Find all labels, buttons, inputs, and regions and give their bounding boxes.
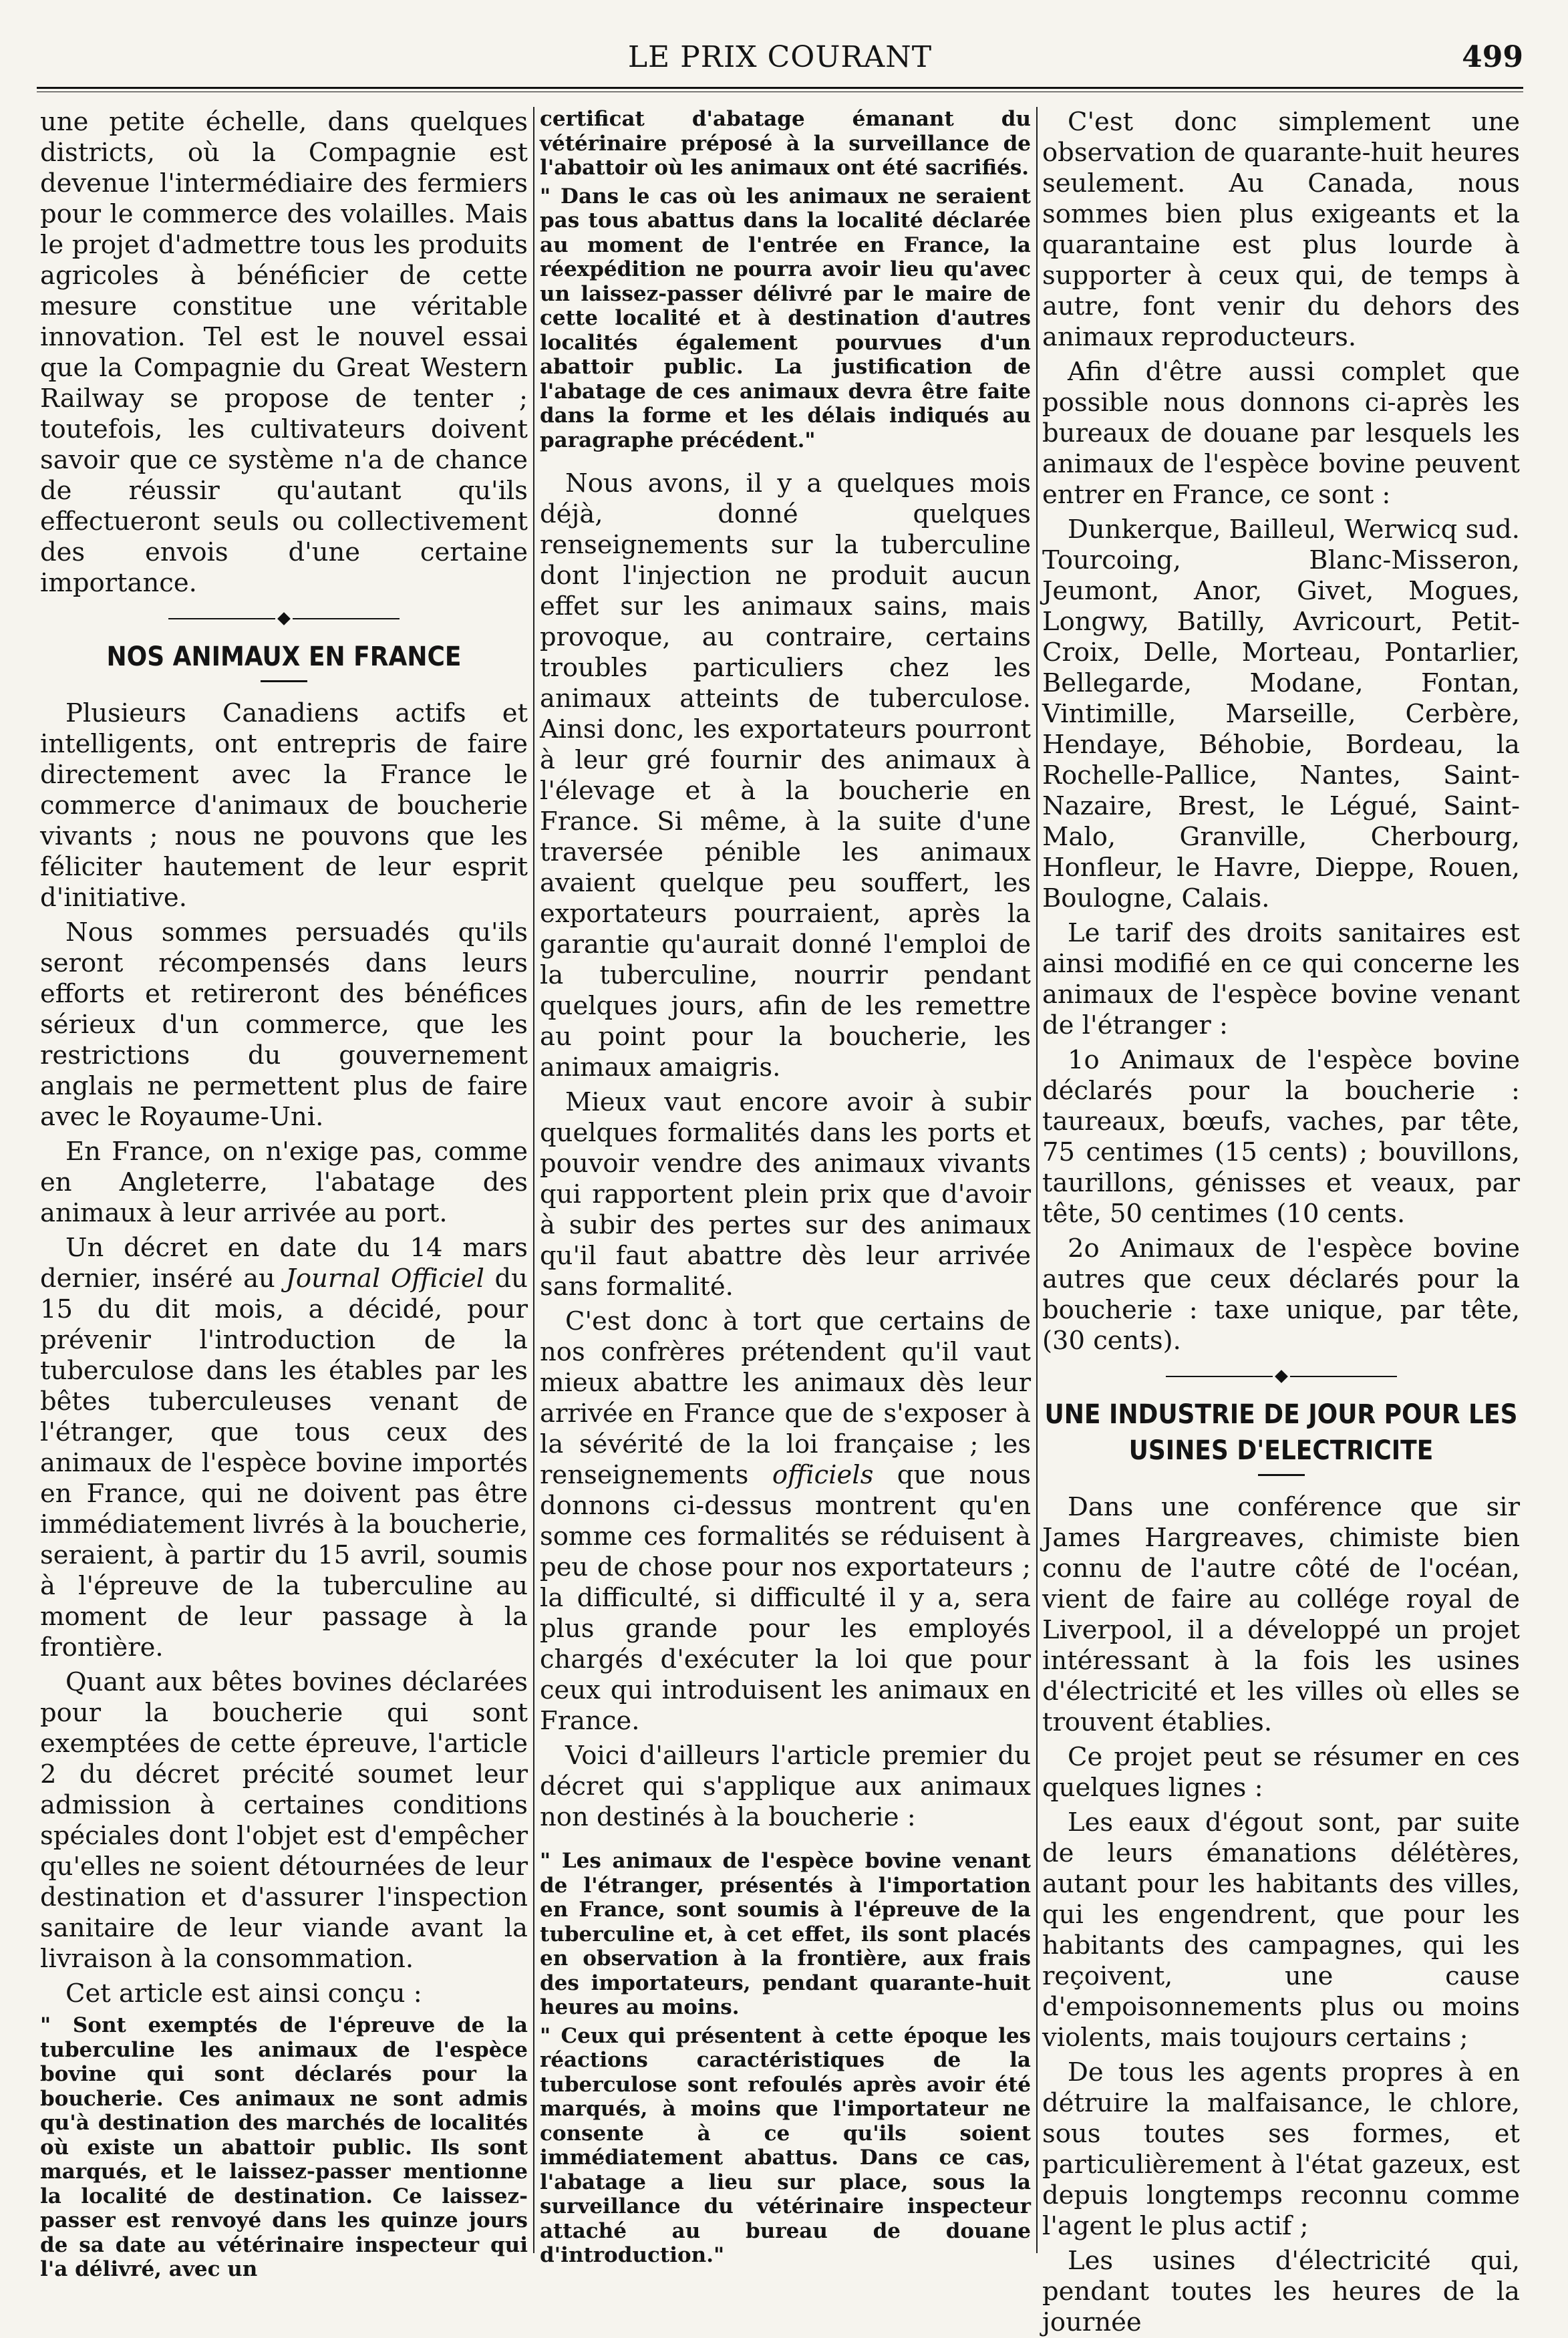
tariff-item: 1o Animaux de l'espèce bovine déclarés pour la boucherie : taureaux, bœufs, vaches, par tête, 75 centimes (15 cents) ; bouvillons, taurillons, génisses et veaux, par tête, 50 centimes (10 cents. [1042,1045,1520,1229]
paragraph [40,1233,528,1663]
customs-offices-list: Dunkerque, Bailleul, Werwicq sud. Tourcoing, Blanc-Misseron, Jeumont, Anor, Givet, Mogues, Longwy, Batilly, Avricourt, Petit-Croix, Delle, Morteau, Pontarlier, Bellegarde, Modane, Fontan, Vintimille, Marseille, Cerbère, Hendaye, Béhobie, Bordeau, la Rochelle-Pallice, Nantes, Saint-Nazaire, Brest, le Légué, Saint-Malo, Granville, Cherbourg, Honfleur, le Havre, Dieppe, Rouen, Boulogne, Calais. [1042,515,1521,913]
decree-quote: " Dans le cas où les animaux ne seraient pas tous abattus dans la localité déclarée au moment de l'entrée en France, la réexpédition ne pourra avoir lieu qu'avec un laissez-passer délivré par le maire de cette localité et à destination d'autres localités également pourvues d'un abattoir public. La justification de l'abatage de ces animaux devra être faite dans la forme et les délais indiqués au paragraphe précédent." [540,184,1031,452]
paragraph: Les usines d'électricité qui, pendant toutes les heures de la journée [1042,2246,1520,2337]
emphasis: officiels [772,1460,874,1490]
decree-quote: certificat d'abatage émanant du vétérinaire préposé à la surveillance de l'abattoir où les animaux ont été sacrifiés. [540,107,1031,180]
page-header [37,35,1523,88]
section-separator [40,605,528,632]
paragraph: En France, on n'exige pas, comme en Angleterre, l'abatage des animaux à leur arrivée au port. [40,1137,528,1228]
publication-name: Journal Officiel [285,1264,484,1294]
column-divider [1036,107,1038,2253]
paragraph [540,1306,1031,1737]
paragraph: Les eaux d'égout sont, par suite de leurs émanations délétères, autant pour les habitants des villes, qui les engendrent, que pour les habitants des campagnes, qui les reçoivent, une cause d'empoisonnements plus ou moins violents, mais toujours certains ; [1042,1807,1520,2053]
column-3 [1042,107,1521,2337]
page-number: 499 [1462,40,1523,74]
column-2 [540,107,1031,2267]
tariff-item: 2o Animaux de l'espèce bovine autres que ceux déclarés pour la boucherie : taxe unique, par tête, (30 cents). [1042,1233,1520,1356]
paragraph: Quant aux bêtes bovines déclarées pour la boucherie qui sont exemptées de cette épreuve, l'article 2 du décret précité soumet leur admission à certaines conditions spéciales dont l'objet est d'empêcher qu'elles ne soient détournées de leur destination et d'assurer l'inspection sanitaire de leur viande avant la livraison à la consommation. [40,1667,528,1974]
text-run: Un décret en date du 14 mars dernier, inséré au [40,1233,528,1294]
decree-quote: " Les animaux de l'espèce bovine venant de l'étranger, présentés à l'importation en France, sont soumis à l'épreuve de la tuberculine et, à cet effet, ils sont placés en observation à la frontière, aux frais des importateurs, pendant quarante-huit heures au moins. [540,1849,1031,2019]
heading-rule [261,680,307,682]
decree-quote: " Ceux qui présentent à cette époque les réactions caractéristiques de la tuberculose sont refoulés après avoir été marqués, à moins que l'importateur ne consente à ce qu'ils soient immédiatement abattus. Dans ce cas, l'abatage a lieu sur place, sous la surveillance du vétérinaire inspecteur attaché au bureau de douane d'introduction." [540,2023,1031,2267]
column-1 [40,107,528,2281]
header-rule [37,87,1523,89]
paragraph: Cet article est ainsi conçu : [65,1979,422,2009]
section-separator [1042,1363,1520,1390]
paragraph: C'est donc simplement une observation de quarante-huit heures seulement. Au Canada, nous sommes bien plus exigeants et la quarantaine est plus lourde à supporter à ceux qui, de temps à autre, font venir du dehors des animaux reproducteurs. [1042,107,1520,352]
paragraph: Mieux vaut encore avoir à subir quelques formalités dans les ports et pouvoir vendre des animaux vivants qui rapportent plein prix que d'avoir à subir des pertes sur des animaux qu'il faut abattre dès leur arrivée sans formalité. [540,1087,1031,1302]
paragraph: Plusieurs Canadiens actifs et intelligents, ont entrepris de faire directement avec la France le commerce d'animaux de boucherie vivants ; nous ne pouvons que les féliciter hautement de leur esprit d'initiative. [40,698,528,913]
column-divider [533,107,534,2253]
text-run: que nous donnons ci-dessus montrent qu'en somme ces formalités se réduisent à peu de chose pour nos exportateurs ; la difficulté, si difficulté il y a, sera plus grande pour les employés chargés d'exécuter la loi que pour ceux qui introduisent les animaux en France. [540,1460,1031,1736]
paragraph: Le tarif des droits sanitaires est ainsi modifié en ce qui concerne les animaux de l'espèce bovine venant de l'étranger : [1042,918,1520,1040]
text-run: C'est donc à tort que certains de nos confrères prétendent qu'il vaut mieux abattre les animaux dès leur arrivée en France que de s'exposer à la sévérité de la loi française ; les renseignements [540,1306,1031,1490]
paragraph: Nous avons, il y a quelques mois déjà, donné quelques renseignements sur la tuberculine dont l'injection ne produit aucun effet sur les animaux sains, mais provoque, au contraire, certains troubles particuliers chez les animaux atteints de tuberculose. Ainsi donc, les exportateurs pourront à leur gré fournir des animaux à l'élevage et à la boucherie en France. Si même, à la suite d'une traversée pénible les animaux avaient quelque peu souffert, les exportateurs pourraient, après la garantie qu'aurait donné l'emploi de la tuberculine, nourrir pendant quelques jours, afin de les remettre au point pour la boucherie, les animaux amaigris. [540,468,1031,1082]
paragraph: Dans une conférence que sir James Hargreaves, chimiste bien connu de l'autre côté de l'océan, vient de faire au collége royal de Liverpool, il a développé un projet intéressant à la fois les usines d'électricité et les villes où elles se trouvent établies. [1042,1492,1520,1737]
paragraph: une petite échelle, dans quelques districts, où la Compagnie est devenue l'intermédiaire des fermiers pour le commerce des volailles. Mais le projet d'admettre tous les produits agricoles à bénéficier de cette mesure constitue une véritable innovation. Tel est le nouvel essai que la Compagnie du Great Western Railway se propose de tenter ; toutefois, les cultivateurs doivent savoir que ce système n'a de chance de réussir qu'autant qu'ils effectueront seuls ou collectivement des envois d'une certaine importance. [40,107,528,598]
article-heading: NOS ANIMAUX EN FRANCE [106,641,462,672]
paragraph: Afin d'être aussi complet que possible nous donnons ci-après les bureaux de douane par lesquels les animaux de l'espèce bovine peuvent entrer en France, ce sont : [1042,357,1520,510]
text-run: du 15 du dit mois, a décidé, pour prévenir l'introduction de la tuberculose dans les étables par les bêtes tuberculeuses venant de l'étranger, que tous ceux des animaux de l'espèce bovine importés en France, qui ne doivent pas être immédiatement livrés à la boucherie, seraient, à partir du 15 avril, soumis à l'épreuve de la tuberculine au moment de leur passage à la frontière. [40,1264,528,1662]
heading-rule [1258,1474,1305,1476]
paragraph: Voici d'ailleurs l'article premier du décret qui s'applique aux animaux non destinés à la boucherie : [540,1741,1031,1832]
article-heading: UNE INDUSTRIE DE JOUR POUR LES USINES D'ELECTRICITE [1044,1399,1518,1466]
paragraph: Nous sommes persuadés qu'ils seront récompensés dans leurs efforts et retireront des bénéfices sérieux d'un commerce, que les restrictions du gouvernement anglais ne permettent plus de faire avec le Royaume-Uni. [40,917,528,1132]
paragraph: Ce projet peut se résumer en ces quelques lignes : [1042,1742,1520,1803]
publication-title: LE PRIX COURANT [627,40,933,74]
decree-quote: " Sont exemptés de l'épreuve de la tuberculine les animaux de l'espèce bovine qui sont déclarés pour la boucherie. Ces animaux ne sont admis qu'à destination des marchés de localités où existe un abattoir public. Ils sont marqués, et le laissez-passer mentionne la localité de destination. Ce laissez-passer est renvoyé dans les quinze jours de sa date au vétérinaire inspecteur qui l'a délivré, avec un [40,2013,528,2281]
paragraph: De tous les agents propres à en détruire la malfaisance, le chlore, sous toutes ses formes, et particulièrement à l'état gazeux, est depuis longtemps reconnu comme l'agent le plus actif ; [1042,2057,1520,2241]
